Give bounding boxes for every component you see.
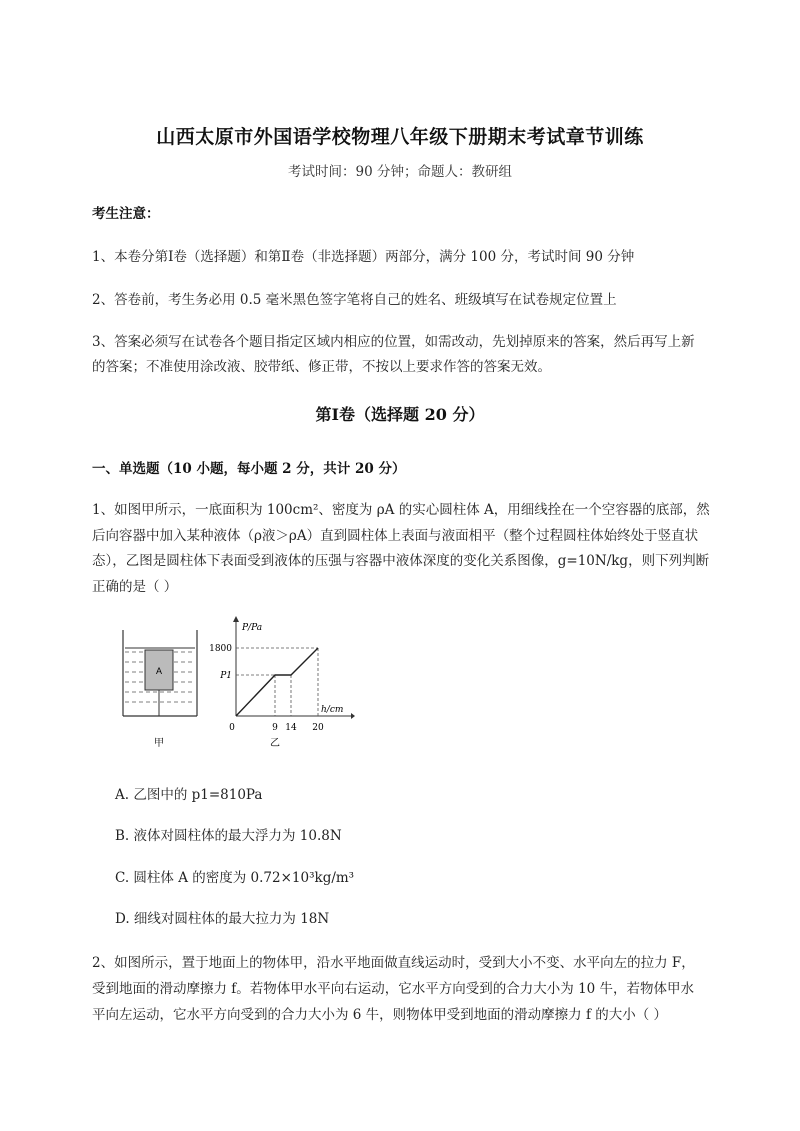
q1-option-c[interactable]: C. 圆柱体 A 的密度为 0.72×10³kg/m³	[115, 870, 355, 886]
notice-item-2: 2、答卷前，考生务必用 0.5 毫米黑色签字笔将自己的姓名、班级填写在试卷规定位置上	[92, 292, 617, 308]
q1-option-a[interactable]: A. 乙图中的 p1=810Pa	[115, 787, 263, 803]
exam-title: 山西太原市外国语学校物理八年级下册期末考试章节训练	[156, 126, 644, 148]
pressure-graph	[209, 616, 355, 749]
figure-right-label: 乙	[270, 738, 280, 749]
notice-item-3: 3、答案必须写在试卷各个题目指定区域内相应的位置，如需改动，先划掉原来的答案，然后再写上新	[92, 334, 695, 350]
q1-line-4: 正确的是（ ）	[92, 579, 178, 595]
x-tick-20: 20	[312, 723, 324, 733]
x-axis-label: h/cm	[321, 705, 344, 715]
q1-figure	[115, 612, 355, 752]
figure-left-label: 甲	[154, 738, 164, 749]
q1-line-3: 态），乙图是圆柱体下表面受到液体的压强与容器中液体深度的变化关系图像，g=10N/kg，则下列判断	[92, 553, 710, 569]
pressure-curve	[236, 648, 318, 716]
exam-subtitle: 考试时间：90 分钟；命题人：教研组	[288, 164, 512, 180]
notice-item-3-cont: 的答案；不准使用涂改液、胶带纸、修正带，不按以上要求作答的答案无效。	[92, 359, 551, 375]
container-diagram	[123, 630, 197, 749]
cylinder-label: A	[155, 666, 163, 676]
notice-heading: 考生注意：	[92, 206, 160, 222]
q1-line-2: 后向容器中加入某种液体（ρ液＞ρA）直到圆柱体上表面与液面相平（整个过程圆柱体始终处于竖直状	[92, 528, 699, 544]
origin-label: 0	[229, 723, 235, 733]
part-heading: 一、单选题（10 小题，每小题 2 分，共计 20 分）	[92, 461, 406, 477]
section-title: 第Ⅰ卷（选择题 20 分）	[315, 405, 485, 424]
q1-line-1: 1、如图甲所示，一底面积为 100cm²、密度为 ρA 的实心圆柱体 A，用细线拴在一个空容器的底部，然	[92, 502, 710, 518]
q1-option-b[interactable]: B. 液体对圆柱体的最大浮力为 10.8N	[115, 828, 342, 844]
x-tick-9: 9	[272, 723, 278, 733]
y-tick-p1: P1	[220, 671, 232, 681]
notice-item-1: 1、本卷分第Ⅰ卷（选择题）和第Ⅱ卷（非选择题）两部分，满分 100 分，考试时间 90 分钟	[92, 249, 635, 265]
y-tick-1800: 1800	[209, 644, 232, 654]
x-tick-14: 14	[285, 723, 297, 733]
q2-line-3: 平向左运动，它水平方向受到的合力大小为 6 牛，则物体甲受到地面的滑动摩擦力 f 的大小（ ）	[92, 1007, 668, 1023]
y-axis-label: P/Pa	[242, 623, 263, 633]
q2-line-2: 受到地面的滑动摩擦力 f。若物体甲水平向右运动，它水平方向受到的合力大小为 10 牛，若物体甲水	[92, 981, 695, 997]
q1-option-d[interactable]: D. 细线对圆柱体的最大拉力为 18N	[115, 911, 330, 927]
q2-line-1: 2、如图所示，置于地面上的物体甲，沿水平地面做直线运动时，受到大小不变、水平向左的拉力 F，	[92, 955, 695, 971]
